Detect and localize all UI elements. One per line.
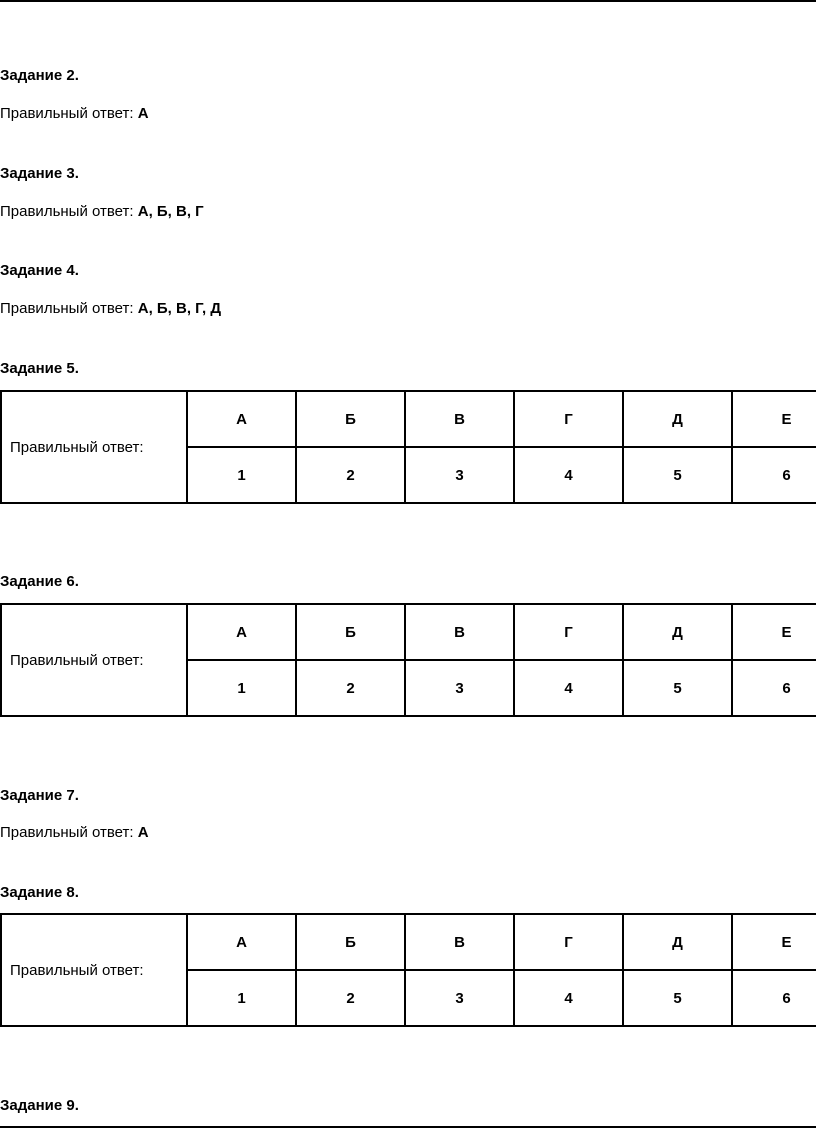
task-2-answer-label: Правильный ответ: (0, 105, 134, 122)
table-row-letters (1, 604, 816, 660)
task-7-answer-value: А (137, 824, 149, 841)
table-cell-letter: Б (296, 914, 405, 970)
table-cell-letter: В (405, 914, 514, 970)
table-cell-number: 3 (405, 447, 514, 503)
table-cell-letter: Г (514, 914, 623, 970)
table-cell-letter: Е (732, 914, 816, 970)
task-4-answer-value: А, Б, В, Г, Д (137, 300, 222, 317)
task-5-heading: Задание 5. (0, 360, 79, 377)
table-cell-letter: Д (623, 604, 732, 660)
task-3-answer (0, 203, 204, 221)
task-7-answer-label: Правильный ответ: (0, 824, 134, 841)
table-cell-number: 1 (187, 447, 296, 503)
task-4-answer (0, 300, 221, 318)
table-cell-letter: В (405, 391, 514, 447)
table-cell-letter: А (187, 391, 296, 447)
table-cell-number: 6 (732, 660, 816, 716)
task-7-heading: Задание 7. (0, 787, 79, 804)
task-4-heading: Задание 4. (0, 262, 79, 279)
table-cell-number: 4 (514, 660, 623, 716)
table-cell-number: 1 (187, 970, 296, 1026)
task-5-answer-table (0, 390, 816, 504)
table-cell-number: 6 (732, 447, 816, 503)
table-cell-letter: В (405, 604, 514, 660)
table-label: Правильный ответ: (1, 914, 187, 1026)
task-3-answer-value: А, Б, В, Г (137, 203, 204, 220)
table-cell-letter: Г (514, 604, 623, 660)
table-cell-letter: Г (514, 391, 623, 447)
task-6-answer-table (0, 603, 816, 717)
table-cell-letter: Б (296, 391, 405, 447)
table-cell-number: 5 (623, 447, 732, 503)
task-8-answer-table (0, 913, 816, 1027)
table-cell-letter: Е (732, 604, 816, 660)
bottom-rule (0, 1126, 816, 1128)
task-3-heading: Задание 3. (0, 165, 79, 182)
task-2-heading: Задание 2. (0, 67, 79, 84)
task-4-answer-label: Правильный ответ: (0, 300, 134, 317)
table-cell-number: 2 (296, 447, 405, 503)
table-cell-letter: А (187, 914, 296, 970)
task-8-heading: Задание 8. (0, 884, 79, 901)
table-label: Правильный ответ: (1, 391, 187, 503)
task-3-answer-label: Правильный ответ: (0, 203, 134, 220)
task-6-heading: Задание 6. (0, 573, 79, 590)
table-cell-number: 2 (296, 970, 405, 1026)
task-2-answer (0, 105, 149, 123)
table-row-letters (1, 391, 816, 447)
table-cell-number: 5 (623, 970, 732, 1026)
table-cell-letter: Д (623, 391, 732, 447)
table-cell-number: 4 (514, 447, 623, 503)
table-cell-number: 5 (623, 660, 732, 716)
table-cell-letter: А (187, 604, 296, 660)
task-9-heading: Задание 9. (0, 1097, 79, 1114)
task-7-answer (0, 824, 149, 842)
table-label: Правильный ответ: (1, 604, 187, 716)
table-cell-letter: Е (732, 391, 816, 447)
table-cell-number: 4 (514, 970, 623, 1026)
table-cell-letter: Д (623, 914, 732, 970)
table-cell-number: 2 (296, 660, 405, 716)
table-cell-number: 1 (187, 660, 296, 716)
table-cell-letter: Б (296, 604, 405, 660)
table-cell-number: 6 (732, 970, 816, 1026)
table-cell-number: 3 (405, 660, 514, 716)
table-row-letters (1, 914, 816, 970)
task-2-answer-value: А (137, 105, 149, 122)
top-rule (0, 0, 816, 2)
table-cell-number: 3 (405, 970, 514, 1026)
